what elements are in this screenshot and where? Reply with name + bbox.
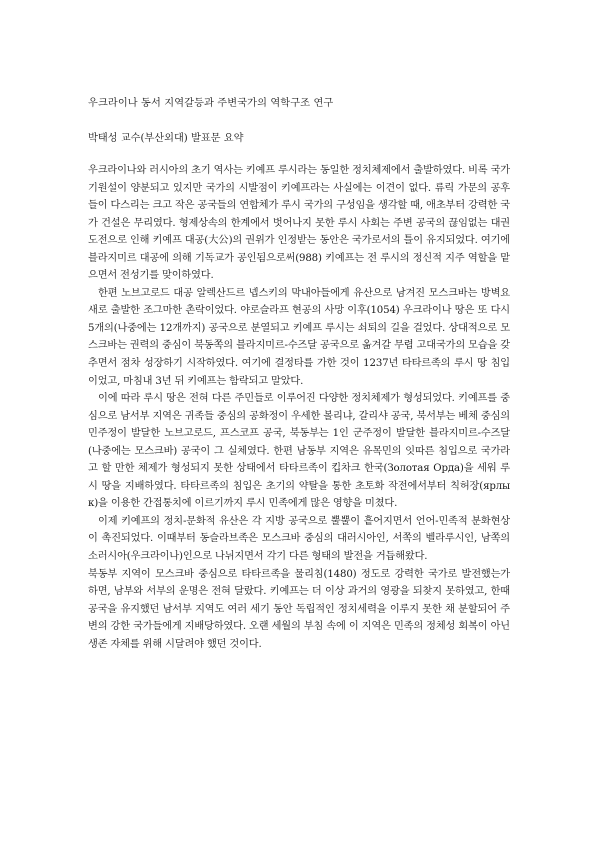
document-body [88,162,510,653]
paragraph: 한편 노브고로드 대공 알렉산드르 넵스키의 막내아들에게 유산으로 남겨진 모스크바는 방벽요새로 출발한 조그마한 촌락이었다. 야로슬라프 현공의 사망 이후(1054) 우크라이나 땅은 또 다시 5개의(나중에는 12개까지) 공국으로 분열되고 키예프 루시는 쇠퇴의 길을 걸었다. 상대적으로 모스크바는 권력의 중심이 북동쪽의 블라지미르-수즈달 공국으로 옮겨갈 무렵 고대국가의 모습을 갖추면서 점차 성장하기 시작하였다. 여기에 결정타를 가한 것이 1237년 타타르족의 루시 땅 침입이었고, 마침내 3년 뒤 키예프는 함락되고 말았다. [88,287,510,387]
paragraph: 이에 따라 루시 땅은 전혀 다른 주민들로 이루어진 다양한 정치체제가 형성되었다. 키예프를 중심으로 남서부 지역은 귀족들 중심의 공화정이 우세한 볼리냐, 갈리샤 공국, 북서부는 베체 중심의 민주정이 발달한 노브고로드, 프스코프 공국, 북동부는 1인 군주정이 발달한 블라지미르-수즈달(나중에는 모스크바) 공국이 그 실체였다. 한편 남동부 지역은 유목민의 잇따른 침입으로 국가라고 할 만한 체제가 형성되지 못한 상태에서 타타르족이 킵차크 한국(Золотая Орда)을 세워 루시 땅을 지배하였다. 타타르족의 침입은 초기의 약탈을 통한 초토화 작전에서부터 칙허장(ярлык)을 이용한 간접통치에 이르기까지 루시 민족에게 많은 영향을 미쳤다. [88,393,510,510]
paragraph: 북동부 지역이 모스크바 중심으로 타타르족을 물리침(1480) 정도로 강력한 국가로 발전했는가 하면, 남부와 서부의 운명은 전혀 달랐다. 키예프는 더 이상 과거의 영광을 되찾지 못하였고, 한때 공국을 유지했던 남서부 지역도 여러 세기 동안 독립적인 정치세력을 이루지 못한 채 분할되어 주변의 강한 국가들에게 지배당하였다. 오랜 세월의 부침 속에 이 지역은 민족의 정체성 회복이 아닌 생존 자체를 위해 시달려야 했던 것이다. [88,568,510,650]
paragraph: 우크라이나와 러시아의 초기 역사는 키예프 루시라는 동일한 정치체제에서 출발하였다. 비록 국가 기원설이 양분되고 있지만 국가의 시발점이 키예프라는 사실에는 이견이 없다. 류릭 가문의 공후들이 다스리는 크고 작은 공국들의 연합체가 루시 국가의 구성임을 생각할 때, 애초부터 강력한 국가 건설은 무리였다. 형제상속의 한계에서 벗어나지 못한 루시 사회는 주변 공국의 끊임없는 대권 도전으로 인해 키예프 대공(大公)의 권위가 인정받는 동안은 국가로서의 틀이 유지되었다. 여기에 블라지미르 대공에 의해 기독교가 공인됨으로써(988) 키예프는 전 루시의 정신적 지주 역할을 맡으면서 전성기를 맞이하였다. [88,165,510,282]
author-line: 박태성 교수(부산외대) 발표문 요약 [88,133,244,144]
paragraph: 이제 키예프의 정치-문화적 유산은 각 지방 공국으로 뿔뿔이 흩어지면서 언어-민족적 분화현상이 촉진되었다. 이때부터 동슬라브족은 모스크바 중심의 대러시아인, 서쪽의 벨라루시인, 남쪽의 소러시아(우크라이나)인으로 나뉘지면서 각기 다른 형태의 발전을 거듭해왔다. [88,515,510,563]
document-title: 우크라이나 동서 지역갈등과 주변국가의 역학구조 연구 [88,98,334,109]
